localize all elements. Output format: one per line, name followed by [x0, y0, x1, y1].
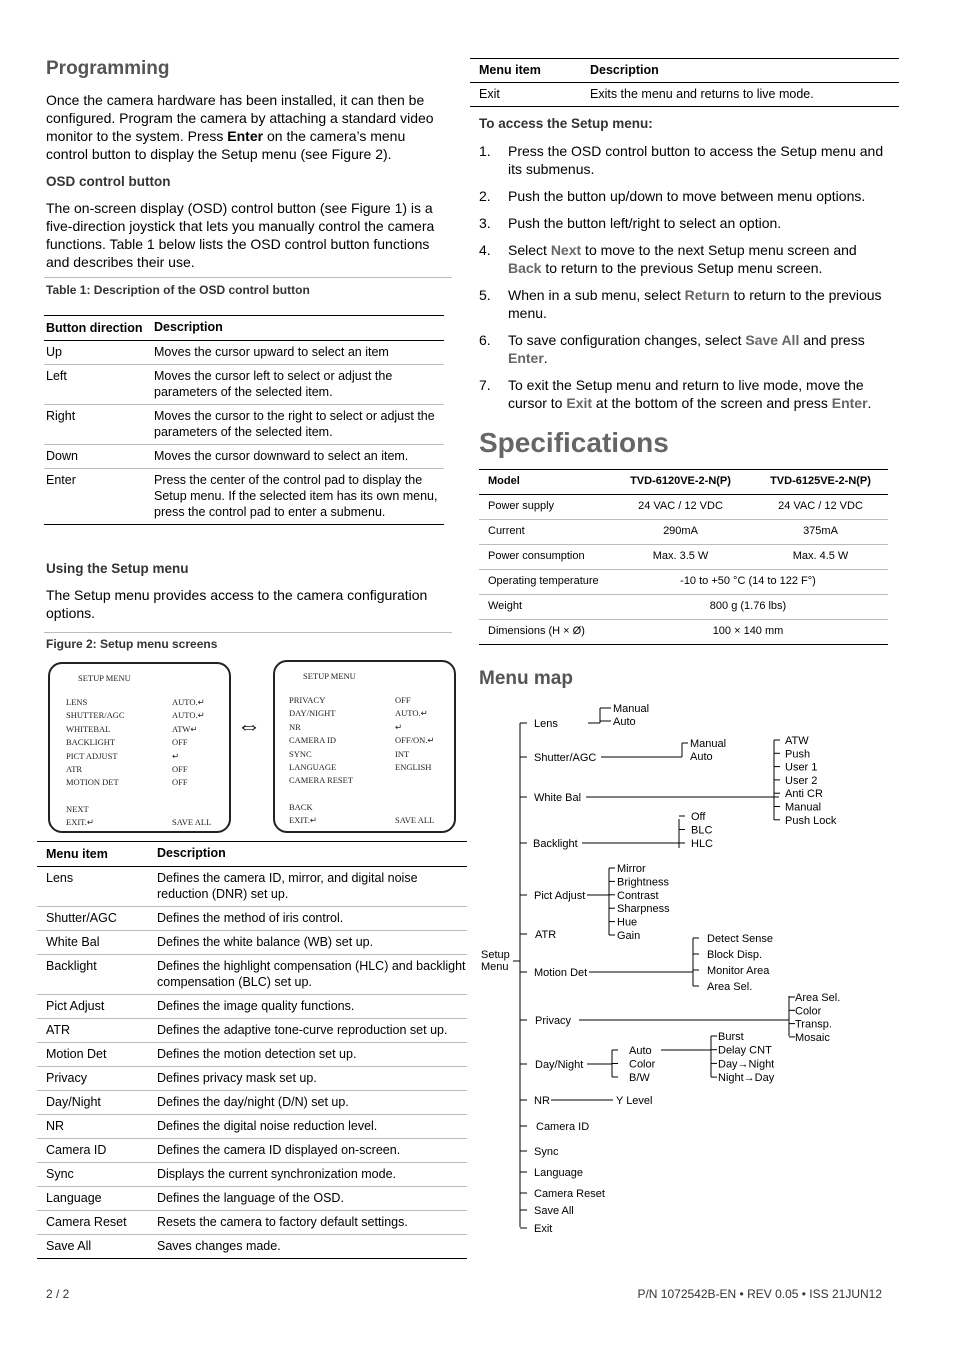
cell: Lens	[46, 871, 74, 885]
mm-item-reset: Camera Reset	[534, 1188, 605, 1200]
mm-opt-privacy_opts: Color	[795, 1005, 822, 1018]
screen-row-value: AUTO.↵	[172, 697, 205, 707]
arrow-icon: ⇔	[237, 713, 261, 740]
mm-item-motion: Motion Det	[534, 967, 588, 979]
cell: Defines the camera ID, mirror, and digital noise reduction (DNR) set up.	[157, 871, 418, 901]
mm-opt-dn_opts: Color	[629, 1058, 656, 1071]
screen-save-all: SAVE ALL	[172, 817, 212, 827]
mm-opt-dn_auto_opts: Night→Day	[718, 1072, 775, 1085]
mm-opt-wb_opts: Push Lock	[785, 814, 837, 827]
cell: Defines the image quality functions.	[157, 999, 355, 1013]
spec-table	[479, 469, 888, 645]
screen-title: SETUP MENU	[303, 671, 356, 681]
table-row	[37, 931, 467, 955]
table-header-row	[470, 59, 899, 83]
cell: Down	[46, 449, 78, 463]
mm-opt-bl_opts: HLC	[691, 838, 714, 850]
screen-row-label: DAY/NIGHT	[289, 708, 336, 719]
step-item	[479, 187, 884, 205]
table-row	[37, 1235, 467, 1259]
part-number: P/N 1072542B-EN • REV 0.05 • ISS 21JUN12	[637, 1287, 882, 1301]
screen-back: BACK	[289, 802, 313, 812]
cell: Camera Reset	[46, 1215, 127, 1229]
programming-intro	[46, 91, 451, 163]
mm-opt-pict_opts: Hue	[617, 916, 638, 929]
step-text: .	[543, 350, 548, 366]
table-row	[37, 1043, 467, 1067]
mm-item-language: Language	[534, 1167, 583, 1179]
step-text: Push the button left/right to select an option.	[508, 215, 782, 231]
cell: Shutter/AGC	[46, 911, 117, 925]
spec-value: 24 VAC / 12 VDC	[638, 500, 723, 512]
mm-item-atr: ATR	[535, 929, 557, 941]
step-number: 7.	[479, 377, 491, 393]
spec-label: Power supply	[488, 500, 555, 512]
spec-label: Operating temperature	[488, 575, 599, 587]
table-row	[479, 545, 888, 570]
step-text: at the bottom of the screen and press	[592, 395, 832, 411]
mm-opt-dn_auto_opts: Delay CNT	[718, 1044, 772, 1057]
mm-item-sync: Sync	[534, 1146, 559, 1158]
figure-caption: Figure 2: Setup menu screens	[46, 637, 218, 651]
table-row	[37, 1091, 467, 1115]
cell: Language	[46, 1191, 102, 1205]
cell: Right	[46, 409, 76, 423]
mm-item-backlight: Backlight	[533, 838, 578, 850]
spec-value: 24 VAC / 12 VDC	[778, 500, 863, 512]
programming-heading: Programming	[46, 58, 170, 79]
table-row	[479, 520, 888, 545]
cell: ATR	[46, 1023, 71, 1037]
mm-opt-motion_opts: Monitor Area	[707, 965, 770, 977]
page-number: 2 / 2	[46, 1287, 70, 1301]
step-text: To exit the Setup menu and return to live mode, move the cursor to	[508, 377, 864, 411]
screen-row-value: ↵	[395, 721, 403, 732]
mm-opt-wb_opts: Push	[785, 748, 811, 761]
step-number: 2.	[479, 188, 491, 204]
mm-opt-bl_opts: Off	[691, 811, 706, 823]
cell: Backlight	[46, 959, 97, 973]
table-row	[479, 570, 888, 595]
step-text: To save configuration changes, select	[508, 332, 746, 348]
table-row	[37, 955, 467, 995]
mm-opt-wb_opts: User 2	[785, 774, 818, 787]
access-heading: To access the Setup menu:	[479, 116, 653, 131]
step-number: 1.	[479, 143, 491, 159]
header-description: Description	[154, 320, 223, 334]
table-row	[37, 867, 467, 907]
osd-button-table	[44, 315, 444, 525]
step-text: Press the OSD control button to access the Setup menu and its submenus.	[508, 143, 884, 177]
spec-label: Current	[488, 525, 525, 537]
exit-table	[470, 58, 899, 107]
spec-value: Max. 3.5 W	[652, 550, 709, 562]
screen-row-value: ENGLISH	[395, 762, 432, 772]
header-description: Description	[157, 846, 226, 860]
setup-text: The Setup menu provides access to the camera configuration options.	[46, 587, 428, 621]
mm-opt-bl_opts: BLC	[691, 824, 713, 837]
mm-item-daynight: Day/Night	[535, 1059, 584, 1071]
spec-value: 375mA	[803, 525, 838, 537]
table-row	[44, 365, 444, 405]
mm-root-2: Menu	[481, 961, 509, 973]
cell: Defines the camera ID displayed on-screen.	[157, 1143, 401, 1157]
screen-row-value: OFF	[172, 737, 188, 748]
step-highlight: Back	[508, 260, 542, 276]
cell: Displays the current synchronization mode.	[157, 1167, 397, 1181]
cell: Moves the cursor downward to select an item.	[154, 449, 409, 463]
mm-item-whitebal: White Bal	[534, 792, 582, 804]
step-text: to return to the previous Setup menu screen.	[541, 260, 823, 276]
step-text: .	[867, 395, 872, 411]
mm-opt-dn_auto_opts: Burst	[718, 1031, 744, 1043]
mm-opt-pict_opts: Gain	[617, 930, 641, 942]
screen-row-label: CAMERA ID	[289, 735, 336, 746]
screen-row-label: MOTION DET	[66, 777, 119, 788]
setup-screen-2	[273, 660, 456, 833]
table-row	[44, 445, 444, 469]
screen-exit: EXIT.↵	[66, 817, 94, 827]
mm-nr-opt: Y Level	[616, 1095, 653, 1107]
mm-opt-motion_opts: Detect Sense	[707, 933, 774, 945]
header-button-direction: Button direction	[46, 321, 143, 335]
table-row	[479, 595, 888, 620]
spec-label: Power consumption	[488, 550, 585, 562]
screen-row-value: OFF	[172, 777, 188, 788]
step-item	[479, 142, 884, 178]
spec-value: 800 g (1.76 lbs)	[709, 600, 787, 612]
osd-heading: OSD control button	[46, 174, 171, 189]
step-highlight: Next	[550, 242, 582, 258]
mm-opt-privacy_opts: Area Sel.	[795, 992, 841, 1004]
specifications-heading: Specifications	[479, 427, 669, 458]
mm-opt-dn_opts: B/W	[629, 1072, 650, 1084]
table-row	[470, 83, 899, 107]
mm-opt-dn_auto_opts: Day→Night	[718, 1058, 775, 1071]
menu-map-heading: Menu map	[479, 668, 573, 689]
mm-item-exit: Exit	[534, 1223, 553, 1235]
header-model: Model	[488, 475, 520, 487]
header-menu-item: Menu item	[46, 847, 108, 861]
mm-opt-dn_opts: Auto	[629, 1045, 652, 1057]
mm-shutter-opt: Auto	[690, 751, 713, 763]
table-row	[37, 1211, 467, 1235]
step-item	[479, 214, 884, 232]
step-number: 4.	[479, 242, 491, 258]
cell: Up	[46, 345, 62, 359]
screen-row-label: CAMERA RESET	[289, 775, 353, 786]
table-row	[37, 907, 467, 931]
table-row	[37, 1163, 467, 1187]
screen-row-value: OFF	[172, 764, 188, 774]
divider	[44, 277, 452, 278]
cell: Defines the day/night (D/N) set up.	[157, 1095, 349, 1109]
table-row	[479, 495, 888, 520]
table-row	[37, 1019, 467, 1043]
mm-item-lens: Lens	[534, 718, 558, 730]
header-model-1: TVD-6120VE-2-N(P)	[630, 475, 731, 487]
header-model-2: TVD-6125VE-2-N(P)	[770, 475, 871, 487]
table-row	[37, 995, 467, 1019]
mm-item-saveall: Save All	[534, 1205, 574, 1217]
cell: Resets the camera to factory default settings.	[157, 1215, 408, 1229]
step-text: Push the button up/down to move between menu options.	[508, 188, 866, 204]
cell: Defines the language of the OSD.	[157, 1191, 344, 1205]
table-header-row	[479, 470, 888, 495]
mm-opt-privacy_opts: Transp.	[795, 1018, 832, 1031]
mm-opt-wb_opts: User 1	[785, 761, 818, 774]
spec-value: 290mA	[663, 525, 698, 537]
mm-opt-pict_opts: Brightness	[617, 876, 669, 889]
screen-next: NEXT	[66, 804, 89, 814]
mm-shutter-opt: Manual	[690, 738, 727, 750]
header-menu-item: Menu item	[479, 63, 541, 77]
cell: Defines the adaptive tone-curve reproduction set up.	[157, 1023, 448, 1037]
cell: Saves changes made.	[157, 1239, 281, 1253]
step-highlight: Return	[684, 287, 730, 303]
left-column	[46, 58, 451, 271]
screen-row-label: PRIVACY	[289, 695, 326, 705]
cell: Exits the menu and returns to live mode.	[590, 87, 814, 101]
cell: Defines the white balance (WB) set up.	[157, 935, 374, 949]
divider	[44, 632, 452, 633]
menu-item-table	[37, 841, 467, 1259]
screen-row-label: SYNC	[289, 748, 312, 759]
table-row	[37, 1115, 467, 1139]
osd-text: The on-screen display (OSD) control button (see Figure 1) is a five-direction joystick that lets you manually control the camera functions. Table 1 below lists the OSD control button functions and describes their use.	[46, 200, 435, 270]
mm-item-pict: Pict Adjust	[534, 890, 586, 902]
step-text: to return to the previous menu.	[508, 287, 882, 321]
mm-opt-motion_opts: Block Disp.	[707, 949, 763, 961]
spec-label: Dimensions (H × Ø)	[488, 625, 585, 637]
mm-opt-pict_opts: Sharpness	[617, 903, 670, 916]
table-header-row	[37, 842, 467, 867]
cell: Defines the motion detection set up.	[157, 1047, 357, 1061]
screen-save-all: SAVE ALL	[395, 815, 435, 825]
mm-opt-wb_opts: ATW	[785, 735, 809, 747]
cell: Defines the method of iris control.	[157, 911, 344, 925]
screen-title: SETUP MENU	[78, 673, 131, 683]
mm-opt-pict_opts: Mirror	[617, 863, 646, 875]
step-text: to move to the next Setup menu screen and	[581, 242, 857, 258]
cell: Moves the cursor to the right to select or adjust the parameters of the selected item.	[154, 409, 435, 439]
intro-text: Once the camera hardware has been installed, it can then be configured. Program the camera by attaching a standard video monitor to the system. Press	[46, 92, 434, 144]
screen-row-label: SHUTTER/AGC	[66, 710, 125, 721]
cell: Camera ID	[46, 1143, 107, 1157]
step-highlight: Enter	[508, 350, 544, 366]
step-highlight: Enter	[831, 395, 868, 411]
spec-value: 100 × 140 mm	[712, 625, 784, 637]
screen-row-value: ATW↵	[172, 723, 198, 734]
step-item	[479, 376, 884, 412]
mm-item-privacy: Privacy	[535, 1015, 572, 1027]
mm-lens-opt: Auto	[613, 716, 636, 728]
spec-label: Weight	[488, 600, 523, 612]
screen-row-label: WHITEBAL	[66, 723, 111, 734]
cell: Press the center of the control pad to display the Setup menu. If the selected item has its own menu, press the control pad to enter a submenu.	[154, 473, 438, 519]
mm-opt-privacy_opts: Mosaic	[795, 1031, 830, 1044]
screen-row-label: LANGUAGE	[289, 762, 337, 772]
cell: Defines privacy mask set up.	[157, 1071, 317, 1085]
screen-exit: EXIT.↵	[289, 815, 317, 825]
cell: NR	[46, 1119, 65, 1133]
mm-opt-wb_opts: Anti CR	[785, 788, 823, 801]
spec-value: -10 to +50 °C (14 to 122 F°)	[680, 575, 816, 587]
menu-map-diagram	[479, 698, 879, 1238]
step-text: When in a sub menu, select	[508, 287, 685, 303]
screen-row-label: PICT ADJUST	[66, 750, 118, 761]
step-text: and press	[799, 332, 865, 348]
cell: Moves the cursor left to select or adjust the parameters of the selected item.	[154, 369, 393, 399]
table-row	[479, 620, 888, 645]
table-row	[37, 1139, 467, 1163]
cell: Save All	[46, 1239, 92, 1253]
intro-text-end: on the camera’s menu control button to display the Setup menu (see Figure 2).	[46, 128, 406, 162]
screen-row-value: OFF/ON.↵	[395, 735, 435, 746]
screen-row-value: AUTO.↵	[172, 710, 205, 721]
table-header-row	[44, 316, 444, 341]
step-item	[479, 241, 884, 277]
screen-row-label: LENS	[66, 697, 88, 707]
step-number: 3.	[479, 215, 491, 231]
cell: Privacy	[46, 1071, 87, 1085]
mm-lens-opt: Manual	[613, 703, 650, 715]
screen-row-value: INT	[395, 748, 410, 759]
screen-row-value: OFF	[395, 695, 411, 705]
cell: Motion Det	[46, 1047, 107, 1061]
cell: White Bal	[46, 935, 100, 949]
cell: Left	[46, 369, 67, 383]
cell: Sync	[46, 1167, 74, 1181]
cell: Exit	[479, 87, 500, 101]
step-highlight: Exit	[566, 395, 593, 411]
setup-screen-1	[48, 662, 231, 833]
screen-row-value: AUTO.↵	[395, 708, 428, 719]
mm-opt-motion_opts: Area Sel.	[707, 981, 753, 993]
screen-row-label: NR	[289, 721, 301, 732]
screen-row-label: ATR	[66, 764, 83, 774]
mm-root-1: Setup	[481, 949, 510, 961]
cell: Moves the cursor upward to select an item	[154, 345, 389, 359]
mm-opt-wb_opts: Manual	[785, 801, 822, 814]
step-item	[479, 331, 884, 367]
cell: Pict Adjust	[46, 999, 105, 1013]
table-row	[44, 341, 444, 365]
spec-value: Max. 4.5 W	[792, 550, 849, 562]
screen-row-value: ↵	[172, 750, 180, 761]
setup-section	[46, 561, 451, 622]
table-row	[44, 469, 444, 525]
cell: Enter	[46, 473, 76, 487]
table-row	[37, 1067, 467, 1091]
table-row	[37, 1187, 467, 1211]
cell: Defines the digital noise reduction level.	[157, 1119, 378, 1133]
cell: Day/Night	[46, 1095, 101, 1109]
step-number: 5.	[479, 287, 491, 303]
setup-heading: Using the Setup menu	[46, 561, 189, 576]
step-text: Select	[508, 242, 551, 258]
step-highlight: Save All	[745, 332, 800, 348]
mm-item-camid: Camera ID	[536, 1121, 590, 1133]
step-item	[479, 286, 884, 322]
step-number: 6.	[479, 332, 491, 348]
header-description: Description	[590, 63, 659, 77]
cell: Defines the highlight compensation (HLC) and backlight compensation (BLC) set up.	[157, 959, 466, 989]
mm-item-shutter: Shutter/AGC	[534, 752, 597, 764]
mm-opt-pict_opts: Contrast	[617, 889, 659, 902]
table-row	[44, 405, 444, 445]
steps-list	[479, 142, 884, 412]
mm-item-nr: NR	[534, 1095, 550, 1107]
intro-enter: Enter	[227, 128, 264, 144]
screen-row-label: BACKLIGHT	[66, 737, 116, 748]
table1-caption: Table 1: Description of the OSD control button	[46, 283, 310, 297]
